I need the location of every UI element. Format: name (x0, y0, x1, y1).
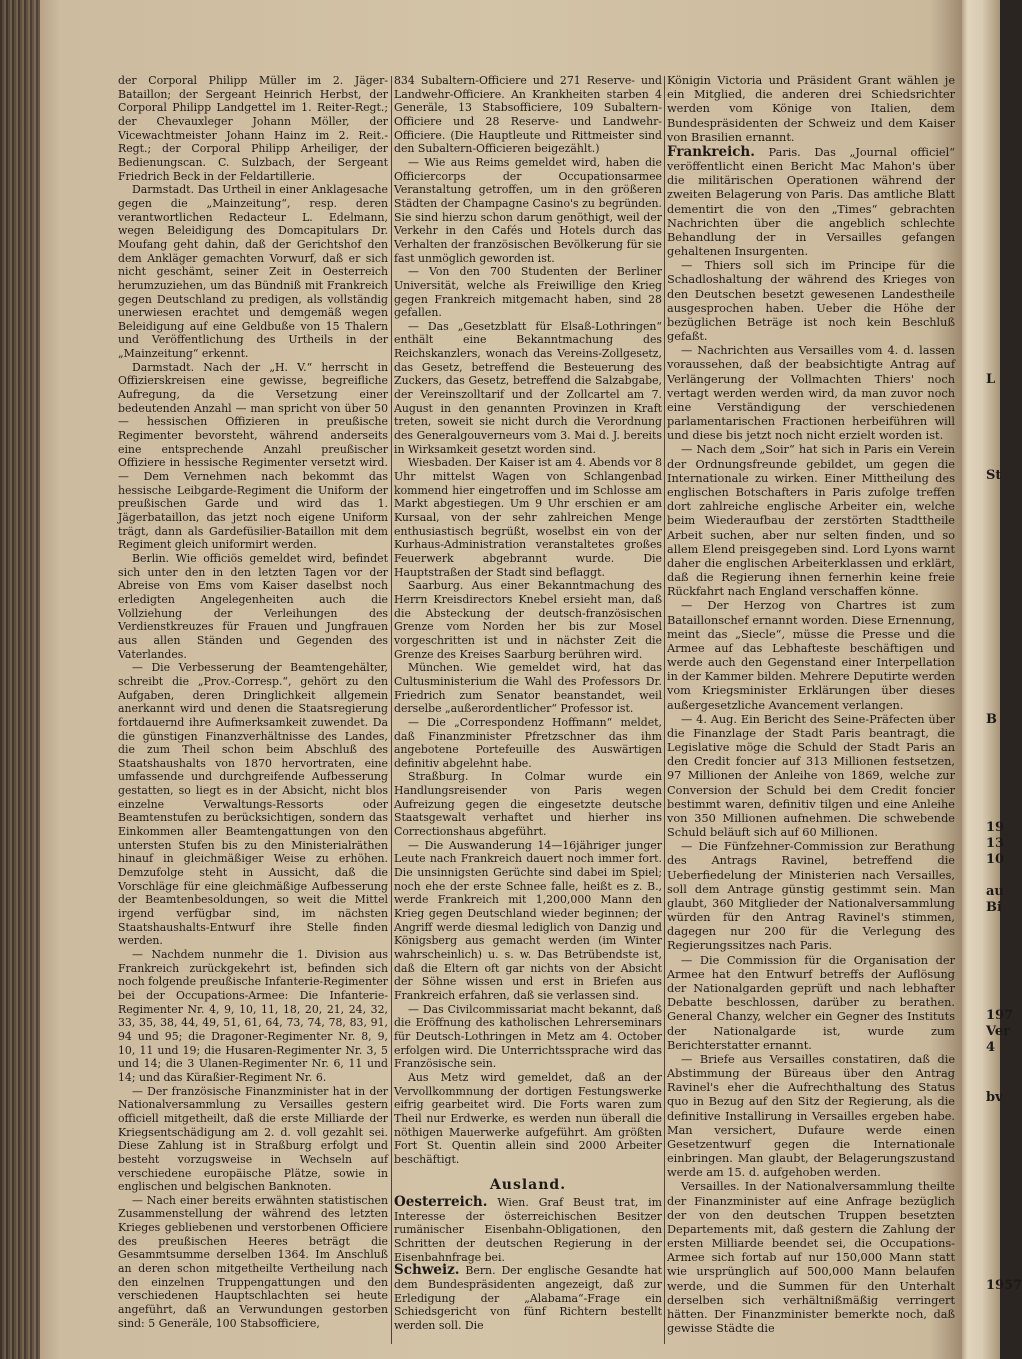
edge-mark: au (986, 884, 1004, 899)
country-heading-oesterreich: Oesterreich. (394, 1194, 488, 1211)
paragraph: Wien. Graf Beust trat, im Interesse der österreichischen Besitzer rumänischer Eisenbahn-Obligationen, den Schritten der deutschen Regierung in der Eisenbahnfrage bei. (394, 1196, 662, 1264)
column-2 (394, 74, 662, 1333)
edge-mark: St (986, 468, 1002, 483)
edge-mark: 4 (986, 1040, 996, 1055)
paragraph: Königin Victoria und Präsident Grant wählen je ein Mitglied, die anderen drei Schiedsrichter werden vom Könige von Italien, dem Bundespräsidenten der Schweiz und dem Kaiser von Brasilien ernannt. (667, 74, 955, 144)
country-heading-frankreich: Frankreich. (667, 143, 755, 160)
paragraph: — Die Verbesserung der Beamtengehälter, schreibt die „Prov.-Corresp.“, gehört zu den Aufgaben, deren Dringlichkeit allgemein anerkannt wird und denen die Staatsregierung fortdauernd ihre Aufmerksamkeit zuwendet. Da die günstigen Finanzverhältnisse des Landes, die zum Theil schon beim Abschluß des Staatshaushalts von 1870 hervortraten, eine umfassende und durchgreifende Aufbesserung gestatten, so liegt es in der Absicht, nicht blos einzelne Verwaltungs-Ressorts oder Beamtenstufen zu berücksichtigen, sondern das Einkommen aller Beamtengattungen von den untersten Stufen bis zu den Ministerialräthen hinauf in gleichmäßiger Weise zu erhöhen. Demzufolge steht in Aussicht, daß die Vorschläge für eine gleichmäßige Aufbesserung der Beamtenbesoldungen, so weit die Mittel irgend verfügbar sind, im nächsten Staatshaushalts-Entwurf ihre Stelle finden werden. (118, 661, 388, 948)
country-heading-schweiz: Schweiz. (394, 1262, 460, 1279)
paragraph: — Nachrichten aus Versailles vom 4. d. lassen voraussehen, daß der beabsichtigte Antrag auf Verlängerung der Vollmachten Thiers' noch vertagt werden werden wird, da man zuvor noch eine Verständigung der verschiedenen parlamentarischen Fractionen herbeiführen will und diese bis jetzt noch nicht erzielt worden ist. (667, 344, 955, 443)
edge-mark: bv (986, 1090, 1003, 1105)
paragraph: Paris. Das „Journal officiel“ veröffentlicht einen Bericht Mac Mahon's über die militärischen Operationen während der zweiten Belagerung von Paris. Das amtliche Blatt dementirt die von den „Times“ gebrachten Nachrichten über die angeblich schlechte Behandlung der in Versailles gefangen gehaltenen Insurgenten. (667, 145, 956, 259)
edge-mark: 13 (986, 836, 1005, 851)
paragraph: — 4. Aug. Ein Bericht des Seine-Präfecten über die Finanzlage der Stadt Paris beantragt, die Legislative möge die Schuld der Stadt Paris an den Credit foncier auf 313 Millionen festsetzen, 97 Millionen der Anleihe von 1869, welche zur Conversion der Schuld bei dem Credit foncier bestimmt waren, definitiv tilgen und eine Anleihe von 350 Millionen aufnehmen. Die schwebende Schuld beläuft sich auf 60 Millionen. (667, 712, 955, 840)
section-heading-ausland: Ausland. (489, 1176, 567, 1193)
adjacent-page-edge (962, 0, 1000, 1359)
edge-mark: Ver (986, 1024, 1011, 1039)
edge-mark: 19 (986, 820, 1005, 835)
paragraph: Aus Metz wird gemeldet, daß an der Vervollkommnung der dortigen Festungswerke eifrig gearbeitet wird. Die Forts waren zum Theil nur Erdwerke, es werden nun überall die nöthigen Mauerwerke aufgeführt. Am größten Fort St. Quentin allein sind 2000 Arbeiter beschäftigt. (394, 1070, 662, 1166)
paragraph: — Thiers soll sich im Principe für die Schadloshaltung der während des Krieges von den Deutschen besetzt gewesenen Landestheile ausgesprochen haben. Ueber die Höhe der bezüglichen Beträge ist noch kein Beschluß gefaßt. (667, 259, 955, 344)
column-rule (391, 76, 392, 1344)
paragraph: Straßburg. In Colmar wurde ein Handlungsreisender von Paris wegen Aufreizung gegen die eingesetzte deutsche Staatsgewalt verhaftet und hierher ins Correctionshaus abgeführt. (394, 770, 662, 839)
book-binding (0, 0, 40, 1359)
paragraph: — Der Herzog von Chartres ist zum Bataillonschef ernannt worden. Diese Ernennung, meint das „Siecle“, müsse die Presse und die Armee auf das Lebhafteste beschäftigen und werde auch den Gegenstand einer Interpellation in der Kammer bilden. Mehrere Deputirte werden vom Kriegsminister Erklärungen über dieses außergesetzliche Avancement verlangen. (667, 599, 955, 712)
paragraph: — Nach einer bereits erwähnten statistischen Zusammenstellung der während des letzten Krieges gebliebenen und verstorbenen Officiere des preußischen Heeres beträgt die Gesammtsumme derselben 1364. Im Anschluß an deren schon mitgetheilte Vertheilung nach den einzelnen Truppengattungen und den verschiedenen Hauptschlachten sei heute angeführt, daß an Verwundungen gestorben sind: 5 Generäle, 100 Stabsofficiere, (118, 1193, 388, 1330)
paragraph: 834 Subaltern-Officiere und 271 Reserve- und Landwehr-Officiere. An Krankheiten starben 4 Generäle, 13 Stabsofficiere, 109 Subaltern-Officiere und 28 Reserve- und Landwehr-Officiere. (Die Hauptleute und Rittmeister sind den Subaltern-Officieren beigezählt.) (394, 74, 662, 156)
paragraph: Darmstadt. Das Urtheil in einer Anklagesache gegen die „Mainzeitung“, resp. deren verantwortlichen Redacteur L. Edelmann, wegen Beleidigung des Domcapitulars Dr. Moufang geht dahin, daß der Gerichtshof den dem Ankläger gemachten Vorwurf, daß er sich nicht geschämt, seiner Zeit in Oesterreich herumzuziehen, um das Bündniß mit Frankreich gegen Deutschland zu predigen, als vollständig unerwiesen erachtet und demgemäß wegen Beleidigung auf eine Geldbuße von 15 Thalern und Veröffentlichung des Urtheils in der „Mainzeitung“ erkennt. (118, 183, 388, 361)
edge-mark: 1957 (986, 1278, 1022, 1293)
paragraph: — Die Commission für die Organisation der Armee hat den Entwurf betreffs der Auflösung der Nationalgarden geprüft und nach lebhafter Debatte beschlossen, darüber zu berathen. General Chanzy, welcher ein Gegner des Instituts der Nationalgarde ist, wurde zum Berichterstatter ernannt. (667, 953, 955, 1052)
edge-mark: Bi (986, 900, 1002, 915)
edge-mark: 10 (986, 852, 1005, 867)
paragraph: — Nach dem „Soir“ hat sich in Paris ein Verein der Ordnungsfreunde gebildet, um gegen die Internationale zu wirken. Einer Mittheilung des englischen Botschafters in Paris zufolge treffen dort zahlreiche englische Arbeiter ein, welche beim Wiederaufbau der zerstörten Stadttheile Arbeit suchen, aber nur selten finden, und so allem Elend preisgegeben sind. Lord Lyons warnt daher die englischen Arbeiterklassen und erklärt, daß die Regierung ihnen fernerhin keine freie Rückfahrt nach England verschaffen könne. (667, 443, 955, 599)
paragraph: — Das Civilcommissariat macht bekannt, daß die Eröffnung des katholischen Lehrerseminars für Deutsch-Lothringen in Metz am 4. October erfolgen wird. Die Unterrichtssprache wird das Französische sein. (394, 1002, 662, 1071)
paragraph: — Die „Correspondenz Hoffmann“ meldet, daß Finanzminister Pfretzschner das ihm angebotene Portefeuille des Auswärtigen definitiv abgelehnt habe. (394, 715, 662, 770)
paragraph: Wiesbaden. Der Kaiser ist am 4. Abends vor 8 Uhr mittelst Wagen von Schlangenbad kommend hier eingetroffen und im Schlosse am Markt abgestiegen. Um 9 Uhr erschien er am Kursaal, von der sehr zahlreichen Menge enthusiastisch begrüßt, woselbst ein von der Kurhaus-Administration veranstaltetes großes Feuerwerk abgebrannt wurde. Die Hauptstraßen der Stadt sind beflaggt. (394, 456, 662, 579)
paragraph: — Das „Gesetzblatt für Elsaß-Lothringen“ enthält eine Bekanntmachung des Reichskanzlers, wonach das Vereins-Zollgesetz, das Gesetz, betreffend die Besteuerung des Zuckers, das Gesetz, betreffend die Salzabgabe, der Vereinszolltarif und der Zollcartel am 7. August in den genannten Provinzen in Kraft treten, soweit sie nicht durch die Verordnung des Generalgouverneurs vom 3. Mai d. J. bereits in Wirksamkeit gesetzt worden sind. (394, 319, 662, 456)
paragraph: der Corporal Philipp Müller im 2. Jäger-Bataillon; der Sergeant Heinrich Herbst, der Corporal Philipp Landgettel im 1. Reiter-Regt.; der Chevauxleger Johann Möller, der Vicewachtmeister Johann Hainz im 2. Reit.-Regt.; der Corporal Philipp Arheiliger, der Bedienungscan. C. Sulzbach, der Sergeant Friedrich Beck in der Feldartillerie. (118, 74, 388, 183)
paragraph: Darmstadt. Nach der „H. V.“ herrscht in Offizierskreisen eine gewisse, begreifliche Aufregung, da die Versetzung einer bedeutenden Anzahl — man spricht von über 50 — hessischen Offizieren in preußische Regimenter bevorsteht, während anderseits eine entsprechende Anzahl preußischer Offiziere in hessische Regimenter versetzt wird. — Dem Vernehmen nach bekommt das hessische Leibgarde-Regiment die Uniform der preußischen Garde und wird das 1. Jägerbataillon, das jetzt noch eigene Uniform trägt, dann als Gardefüsilier-Bataillon mit dem Regiment gleich uniformirt werden. (118, 360, 388, 552)
paragraph: — Die Auswanderung 14—16jähriger junger Leute nach Frankreich dauert noch immer fort. Die unsinnigsten Gerüchte sind dabei im Spiel; noch ehe der erste Schnee falle, heißt es z. B., werde Frankreich mit 1,200,000 Mann den Krieg gegen Deutschland wieder beginnen; der Angriff werde diesmal lediglich von Danzig und Königsberg aus gemacht werden (im Winter wahrscheinlich) u. s. w. Das Betrübendste ist, daß die Eltern oft gar nichts von der Absicht der Söhne wissen und erst in Briefen aus Frankreich erfahren, daß sie verlassen sind. (394, 838, 662, 1002)
paragraph: Berlin. Wie officiös gemeldet wird, befindet sich unter den in den letzten Tagen vor der Abreise von Ems vom Kaiser daselbst noch erledigten Angelegenheiten auch die Vollziehung der Verleihungen des Verdienstkreuzes für Frauen und Jungfrauen aus allen Ständen und Gegenden des Vaterlandes. (118, 551, 388, 661)
paragraph: — Nachdem nunmehr die 1. Division aus Frankreich zurückgekehrt ist, befinden sich noch folgende preußische Infanterie-Regimenter bei der Occupations-Armee: Die Infanterie-Regimenter Nr. 4, 9, 10, 11, 18, 20, 21, 24, 32, 33, 35, 38, 44, 49, 51, 61, 64, 73, 74, 78, 83, 91, 94 und 95; die Dragoner-Regimenter Nr. 8, 9, 10, 11 und 19; die Husaren-Regimenter Nr. 3, 5 und 14; die 3 Ulanen-Regimenter Nr. 6, 11 und 14; und das Küraßier-Regiment Nr. 6. (118, 948, 388, 1084)
column-3 (667, 74, 955, 1336)
column-rule (664, 76, 665, 1344)
column-1 (118, 74, 388, 1330)
paragraph: Versailles. In der Nationalversammlung theilte der Finanzminister auf eine Anfrage bezüglich der von den deutschen Truppen besetzten Departements mit, daß gestern die Zahlung der ersten Milliarde beendet sei, die Occupations-Armee sich fortab auf nur 150,000 Mann statt wie ursprünglich auf 500,000 Mann belaufen werde, und die Summen für den Unterhalt derselben sich verhältnißmäßig verringert hätten. Der Finanzminister bemerkte noch, daß gewisse Städte die (667, 1180, 955, 1336)
edge-mark: L (986, 372, 996, 387)
paragraph: München. Wie gemeldet wird, hat das Cultusministerium die Wahl des Professors Dr. Friedrich zum Senator beanstandet, weil derselbe „außerordentlicher“ Professor ist. (394, 661, 662, 716)
edge-mark: 197 (986, 1008, 1014, 1023)
paragraph: — Die Fünfzehner-Commission zur Berathung des Antrags Ravinel, betreffend die Ueberfiedelung der Ministerien nach Versailles, soll dem Antrage günstig gestimmt sein. Man glaubt, 360 Mitglieder der Nationalversammlung würden für den Antrag Ravinel's stimmen, dagegen nur 200 für die Verlegung des Regierungssitzes nach Paris. (667, 840, 955, 953)
edge-mark: B (986, 712, 997, 727)
paragraph: — Wie aus Reims gemeldet wird, haben die Officiercorps der Occupationsarmee Veranstaltung getroffen, um in den größeren Städten der Champagne Casino's zu begründen. Sie sind hierzu schon darum genöthigt, weil der Verkehr in den Cafés und Hotels durch das Verhalten der französischen Bevölkerung für sie fast unmöglich geworden ist. (394, 155, 662, 265)
paragraph: Saarburg. Aus einer Bekanntmachung des Herrn Kreisdirectors Knebel ersieht man, daß die Absteckung der deutsch-französischen Grenze vom Norden her bis zur Mosel vorgeschritten ist und in nächster Zeit die Grenze des Kreises Saarburg berühren wird. (394, 579, 662, 661)
paragraph: Bern. Der englische Gesandte hat dem Bundespräsidenten angezeigt, daß zur Erledigung der „Alabama“-Frage ein Schiedsgericht von fünf Richtern bestellt werden soll. Die (394, 1264, 662, 1333)
paragraph: — Briefe aus Versailles constatiren, daß die Abstimmung der Büreaus über den Antrag Ravinel's eher die Aufrechthaltung des Status quo in Bezug auf den Sitz der Regierung, als die definitive Installirung in Versailles ergeben habe. Man versichert, Dufaure werde einen Gesetzentwurf gegen die Internationale einbringen. Man glaubt, der Belagerungszustand werde am 15. d. aufgehoben werden. (667, 1052, 955, 1180)
paragraph: — Der französische Finanzminister hat in der Nationalversammlung zu Versailles gestern officiell mitgetheilt, daß die erste Milliarde der Kriegsentschädigung am 2. d. voll gezahlt sei. Diese Zahlung ist in Straßburg erfolgt und besteht vorzugsweise in Wechseln auf verschiedene europäische Plätze, sowie in englischen und belgischen Banknoten. (118, 1084, 388, 1194)
paragraph: — Von den 700 Studenten der Berliner Universität, welche als Freiwillige den Krieg gegen Frankreich mitgemacht haben, sind 28 gefallen. (394, 265, 662, 320)
